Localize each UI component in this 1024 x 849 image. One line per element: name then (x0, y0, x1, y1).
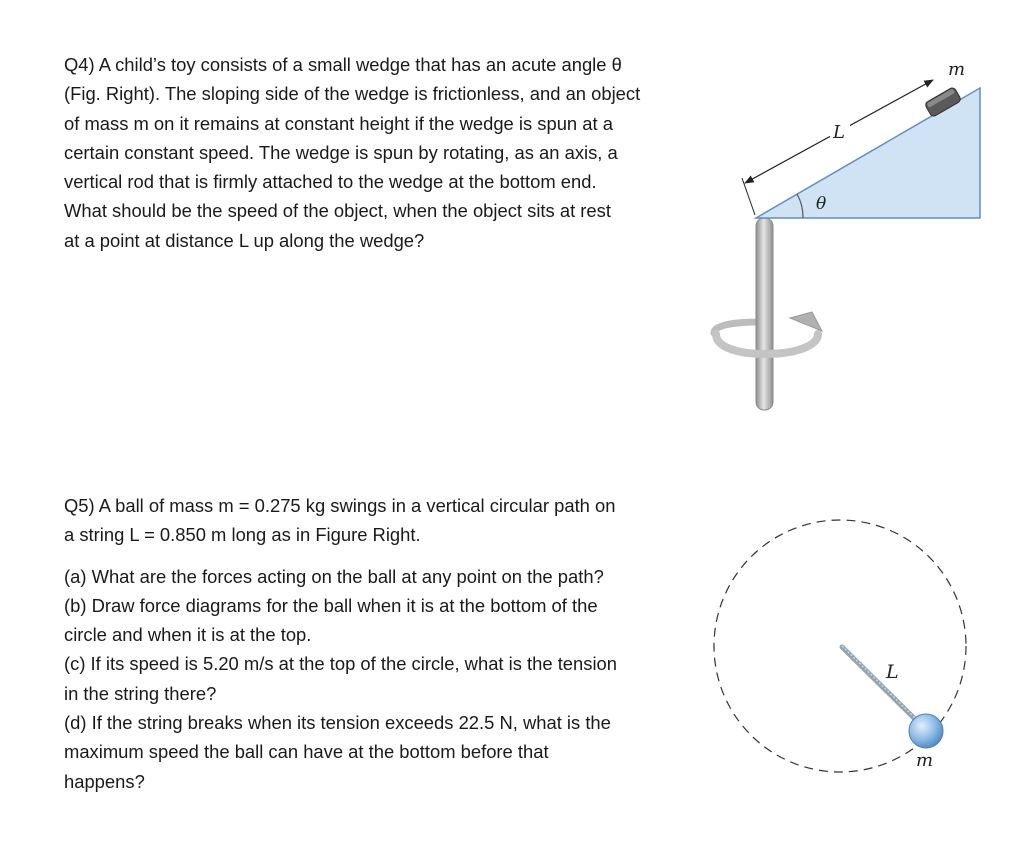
q5-intro-line: a string L = 0.850 m long as in Figure Right. (64, 524, 421, 546)
q4-line: of mass m on it remains at constant height if the wedge is spun at a (64, 112, 613, 134)
rotation-arrow-back (714, 322, 760, 333)
q4-line: certain constant speed. The wedge is spun by rotating, as an axis, a (64, 141, 618, 163)
q5-part-line: (d) If the string breaks when its tension exceeds 22.5 N, what is the (64, 712, 611, 734)
q4-line: Q4) A child’s toy consists of a small wedge that has an acute angle θ (64, 54, 622, 75)
q5-part-line: maximum speed the ball can have at the bottom before that (64, 741, 549, 763)
string (842, 647, 920, 724)
extension-line (742, 178, 755, 215)
rotation-arrow-head (790, 312, 822, 331)
mass-label-m: m (916, 750, 934, 771)
q5-part-line: circle and when it is at the top. (64, 624, 312, 646)
q5-intro-line: Q5) A ball of mass m = 0.275 kg swings in a vertical circular path on (64, 495, 616, 516)
ball (909, 714, 943, 748)
q4-line: (Fig. Right). The sloping side of the wedge is frictionless, and an object (64, 83, 641, 105)
q4-line: What should be the speed of the object, when the object sits at rest (64, 200, 611, 222)
length-label-L: L (886, 661, 899, 683)
angle-label: θ (816, 194, 827, 214)
q5-part-line: (c) If its speed is 5.20 m/s at the top of the circle, what is the tension (64, 653, 618, 675)
wedge-figure (714, 59, 980, 410)
q5-part-line: (a) What are the forces acting on the ball at any point on the path? (64, 565, 604, 587)
q4-line: vertical rod that is firmly attached to the wedge at the bottom end. (64, 171, 597, 193)
pendulum-figure (714, 520, 966, 772)
q5-part-line: happens? (64, 770, 145, 792)
mass-label-m: m (948, 59, 966, 80)
q5-part-line: (b) Draw force diagrams for the ball when it is at the bottom of the (64, 594, 598, 616)
vertical-rod (756, 218, 773, 410)
length-label-L: L (833, 122, 845, 143)
q4-line: at a point at distance L up along the wedge? (64, 229, 425, 251)
q5-part-line: in the string there? (64, 682, 217, 704)
